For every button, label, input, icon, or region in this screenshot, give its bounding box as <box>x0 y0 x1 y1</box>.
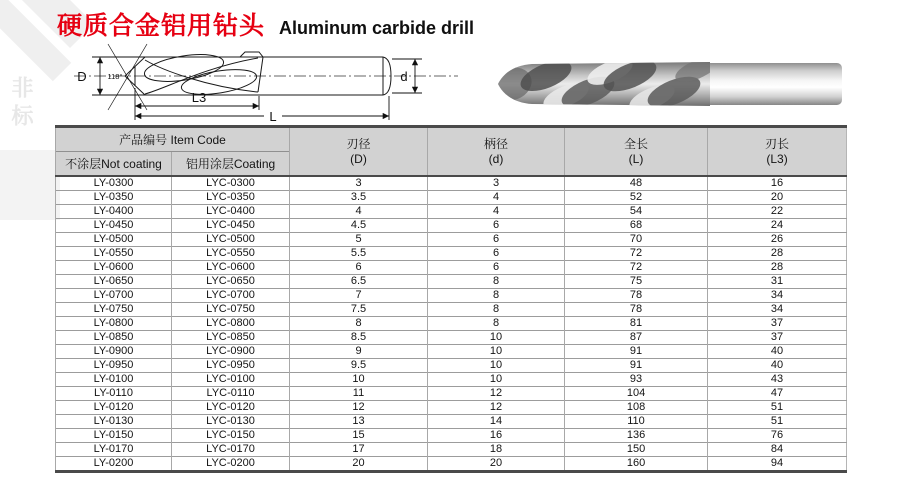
cell-diameter-D: 4 <box>290 205 428 219</box>
table-row <box>56 345 847 359</box>
cell-item-code-coating: LYC-0750 <box>172 303 290 317</box>
header-not-coating: 不涂层Not coating <box>56 152 172 177</box>
cell-overall-length-L: 68 <box>565 219 708 233</box>
table-row <box>56 176 847 191</box>
cell-item-code-coating: LYC-0650 <box>172 275 290 289</box>
cell-shank-d: 6 <box>428 219 565 233</box>
cell-shank-d: 10 <box>428 345 565 359</box>
header-shank-d <box>428 127 565 177</box>
cell-overall-length-L: 48 <box>565 176 708 191</box>
cell-diameter-D: 7.5 <box>290 303 428 317</box>
cell-shank-d: 16 <box>428 429 565 443</box>
cell-diameter-D: 8.5 <box>290 331 428 345</box>
label-L3: L3 <box>191 90 207 105</box>
cell-flute-length-L3: 51 <box>708 415 847 429</box>
cell-overall-length-L: 110 <box>565 415 708 429</box>
label-L: L <box>269 109 277 124</box>
cell-shank-d: 10 <box>428 359 565 373</box>
header-length-zh: 全长 <box>624 136 649 151</box>
cell-item-code-not-coating: LY-0350 <box>56 191 172 205</box>
cell-item-code-not-coating: LY-0120 <box>56 401 172 415</box>
cell-flute-length-L3: 37 <box>708 317 847 331</box>
cell-flute-length-L3: 16 <box>708 176 847 191</box>
cell-item-code-coating: LYC-0900 <box>172 345 290 359</box>
header-flute-zh: 刃长 <box>765 136 790 151</box>
cell-shank-d: 6 <box>428 261 565 275</box>
cell-shank-d: 6 <box>428 247 565 261</box>
cell-item-code-not-coating: LY-0130 <box>56 415 172 429</box>
table-row <box>56 219 847 233</box>
cell-shank-d: 20 <box>428 457 565 472</box>
watermark-text: 非标 <box>9 76 34 132</box>
cell-diameter-D: 9.5 <box>290 359 428 373</box>
cell-item-code-coating: LYC-0850 <box>172 331 290 345</box>
table-row <box>56 443 847 457</box>
cell-flute-length-L3: 26 <box>708 233 847 247</box>
cell-overall-length-L: 72 <box>565 261 708 275</box>
cell-shank-d: 8 <box>428 275 565 289</box>
cell-overall-length-L: 91 <box>565 345 708 359</box>
label-d: d <box>400 69 408 84</box>
cell-flute-length-L3: 34 <box>708 303 847 317</box>
header-overall-length-L <box>565 127 708 177</box>
header-length-symbol: (L) <box>628 151 644 166</box>
cell-item-code-not-coating: LY-0170 <box>56 443 172 457</box>
cell-overall-length-L: 150 <box>565 443 708 457</box>
table-row <box>56 429 847 443</box>
cell-item-code-coating: LYC-0550 <box>172 247 290 261</box>
cell-flute-length-L3: 20 <box>708 191 847 205</box>
cell-item-code-not-coating: LY-0300 <box>56 176 172 191</box>
cell-flute-length-L3: 47 <box>708 387 847 401</box>
drill-shank <box>698 63 842 105</box>
cell-overall-length-L: 104 <box>565 387 708 401</box>
cell-diameter-D: 3 <box>290 176 428 191</box>
cell-item-code-not-coating: LY-0750 <box>56 303 172 317</box>
cell-flute-length-L3: 28 <box>708 247 847 261</box>
cell-item-code-not-coating: LY-0900 <box>56 345 172 359</box>
cell-flute-length-L3: 84 <box>708 443 847 457</box>
cell-flute-length-L3: 22 <box>708 205 847 219</box>
cell-flute-length-L3: 94 <box>708 457 847 472</box>
cell-flute-length-L3: 51 <box>708 401 847 415</box>
table-row <box>56 233 847 247</box>
cell-item-code-coating: LYC-0200 <box>172 457 290 472</box>
cell-overall-length-L: 108 <box>565 401 708 415</box>
cell-item-code-coating: LYC-0800 <box>172 317 290 331</box>
cell-item-code-not-coating: LY-0450 <box>56 219 172 233</box>
header-diameter-symbol: (D) <box>350 151 367 166</box>
table-row <box>56 205 847 219</box>
cell-overall-length-L: 81 <box>565 317 708 331</box>
cell-flute-length-L3: 24 <box>708 219 847 233</box>
header-item-code-group: 产品编号 Item Code <box>56 127 290 152</box>
cell-diameter-D: 5.5 <box>290 247 428 261</box>
cell-diameter-D: 6 <box>290 261 428 275</box>
cell-flute-length-L3: 31 <box>708 275 847 289</box>
cell-item-code-coating: LYC-0300 <box>172 176 290 191</box>
cell-overall-length-L: 87 <box>565 331 708 345</box>
cell-diameter-D: 5 <box>290 233 428 247</box>
table-row <box>56 457 847 472</box>
cell-item-code-not-coating: LY-0700 <box>56 289 172 303</box>
cell-item-code-not-coating: LY-0400 <box>56 205 172 219</box>
spec-table-header <box>56 127 847 177</box>
dimension-L <box>135 96 389 120</box>
table-row <box>56 317 847 331</box>
cell-overall-length-L: 75 <box>565 275 708 289</box>
cell-item-code-not-coating: LY-0950 <box>56 359 172 373</box>
cell-shank-d: 4 <box>428 205 565 219</box>
table-row <box>56 373 847 387</box>
cell-overall-length-L: 78 <box>565 289 708 303</box>
cell-flute-length-L3: 40 <box>708 345 847 359</box>
label-D: D <box>77 69 87 84</box>
cell-item-code-not-coating: LY-0200 <box>56 457 172 472</box>
label-angle-118: 118° <box>107 72 123 81</box>
cell-item-code-not-coating: LY-0850 <box>56 331 172 345</box>
cell-overall-length-L: 160 <box>565 457 708 472</box>
cell-flute-length-L3: 34 <box>708 289 847 303</box>
table-row <box>56 331 847 345</box>
header-diameter-zh: 刃径 <box>346 136 371 151</box>
cell-overall-length-L: 54 <box>565 205 708 219</box>
cell-item-code-not-coating: LY-0650 <box>56 275 172 289</box>
cell-diameter-D: 10 <box>290 373 428 387</box>
drill-photo <box>488 50 850 118</box>
cell-shank-d: 8 <box>428 303 565 317</box>
cell-item-code-coating: LYC-0400 <box>172 205 290 219</box>
cell-overall-length-L: 136 <box>565 429 708 443</box>
page-title-chinese: 硬质合金铝用钻头 <box>57 12 266 40</box>
table-row <box>56 247 847 261</box>
table-row <box>56 359 847 373</box>
table-row <box>56 191 847 205</box>
cell-shank-d: 8 <box>428 289 565 303</box>
cell-diameter-D: 12 <box>290 401 428 415</box>
cell-shank-d: 12 <box>428 387 565 401</box>
cell-item-code-not-coating: LY-0110 <box>56 387 172 401</box>
cell-item-code-coating: LYC-0700 <box>172 289 290 303</box>
header-flute-length-L3 <box>708 127 847 177</box>
table-row <box>56 401 847 415</box>
table-row <box>56 303 847 317</box>
cell-item-code-not-coating: LY-0550 <box>56 247 172 261</box>
cell-flute-length-L3: 76 <box>708 429 847 443</box>
watermark-stripe <box>0 150 60 220</box>
header-flute-symbol: (L3) <box>766 151 788 166</box>
cell-shank-d: 8 <box>428 317 565 331</box>
cell-diameter-D: 13 <box>290 415 428 429</box>
cell-item-code-not-coating: LY-0600 <box>56 261 172 275</box>
cell-item-code-coating: LYC-0950 <box>172 359 290 373</box>
cell-item-code-coating: LYC-0130 <box>172 415 290 429</box>
cell-diameter-D: 20 <box>290 457 428 472</box>
cell-overall-length-L: 93 <box>565 373 708 387</box>
cell-diameter-D: 8 <box>290 317 428 331</box>
cell-shank-d: 3 <box>428 176 565 191</box>
header-shank-symbol: (d) <box>488 151 504 166</box>
page-title <box>57 6 474 42</box>
cell-diameter-D: 11 <box>290 387 428 401</box>
cell-diameter-D: 17 <box>290 443 428 457</box>
table-row <box>56 289 847 303</box>
cell-shank-d: 14 <box>428 415 565 429</box>
cell-item-code-coating: LYC-0450 <box>172 219 290 233</box>
cell-diameter-D: 4.5 <box>290 219 428 233</box>
drill-dimension-diagram <box>62 40 462 126</box>
table-row <box>56 387 847 401</box>
cell-flute-length-L3: 37 <box>708 331 847 345</box>
cell-item-code-coating: LYC-0120 <box>172 401 290 415</box>
cell-diameter-D: 6.5 <box>290 275 428 289</box>
cell-item-code-coating: LYC-0350 <box>172 191 290 205</box>
table-row <box>56 261 847 275</box>
header-shank-zh: 柄径 <box>484 136 509 151</box>
cell-item-code-coating: LYC-0170 <box>172 443 290 457</box>
table-body <box>56 176 847 472</box>
cell-shank-d: 12 <box>428 401 565 415</box>
header-coating: 铝用涂层Coating <box>172 152 290 177</box>
cell-shank-d: 10 <box>428 331 565 345</box>
cell-item-code-coating: LYC-0500 <box>172 233 290 247</box>
cell-overall-length-L: 91 <box>565 359 708 373</box>
table-row <box>56 415 847 429</box>
drill-outline <box>125 50 391 99</box>
table-row <box>56 275 847 289</box>
cell-shank-d: 18 <box>428 443 565 457</box>
spec-table <box>55 125 847 473</box>
cell-diameter-D: 3.5 <box>290 191 428 205</box>
cell-item-code-coating: LYC-0600 <box>172 261 290 275</box>
cell-diameter-D: 7 <box>290 289 428 303</box>
cell-item-code-not-coating: LY-0100 <box>56 373 172 387</box>
header-diameter-D <box>290 127 428 177</box>
cell-item-code-not-coating: LY-0500 <box>56 233 172 247</box>
cell-item-code-coating: LYC-0100 <box>172 373 290 387</box>
cell-overall-length-L: 52 <box>565 191 708 205</box>
cell-flute-length-L3: 28 <box>708 261 847 275</box>
cell-item-code-coating: LYC-0150 <box>172 429 290 443</box>
cell-overall-length-L: 72 <box>565 247 708 261</box>
cell-overall-length-L: 78 <box>565 303 708 317</box>
cell-item-code-not-coating: LY-0150 <box>56 429 172 443</box>
cell-flute-length-L3: 40 <box>708 359 847 373</box>
page-title-english: Aluminum carbide drill <box>279 18 475 38</box>
cell-item-code-coating: LYC-0110 <box>172 387 290 401</box>
cell-diameter-D: 15 <box>290 429 428 443</box>
cell-overall-length-L: 70 <box>565 233 708 247</box>
cell-shank-d: 4 <box>428 191 565 205</box>
cell-item-code-not-coating: LY-0800 <box>56 317 172 331</box>
cell-shank-d: 10 <box>428 373 565 387</box>
cell-diameter-D: 9 <box>290 345 428 359</box>
cell-flute-length-L3: 43 <box>708 373 847 387</box>
cell-shank-d: 6 <box>428 233 565 247</box>
